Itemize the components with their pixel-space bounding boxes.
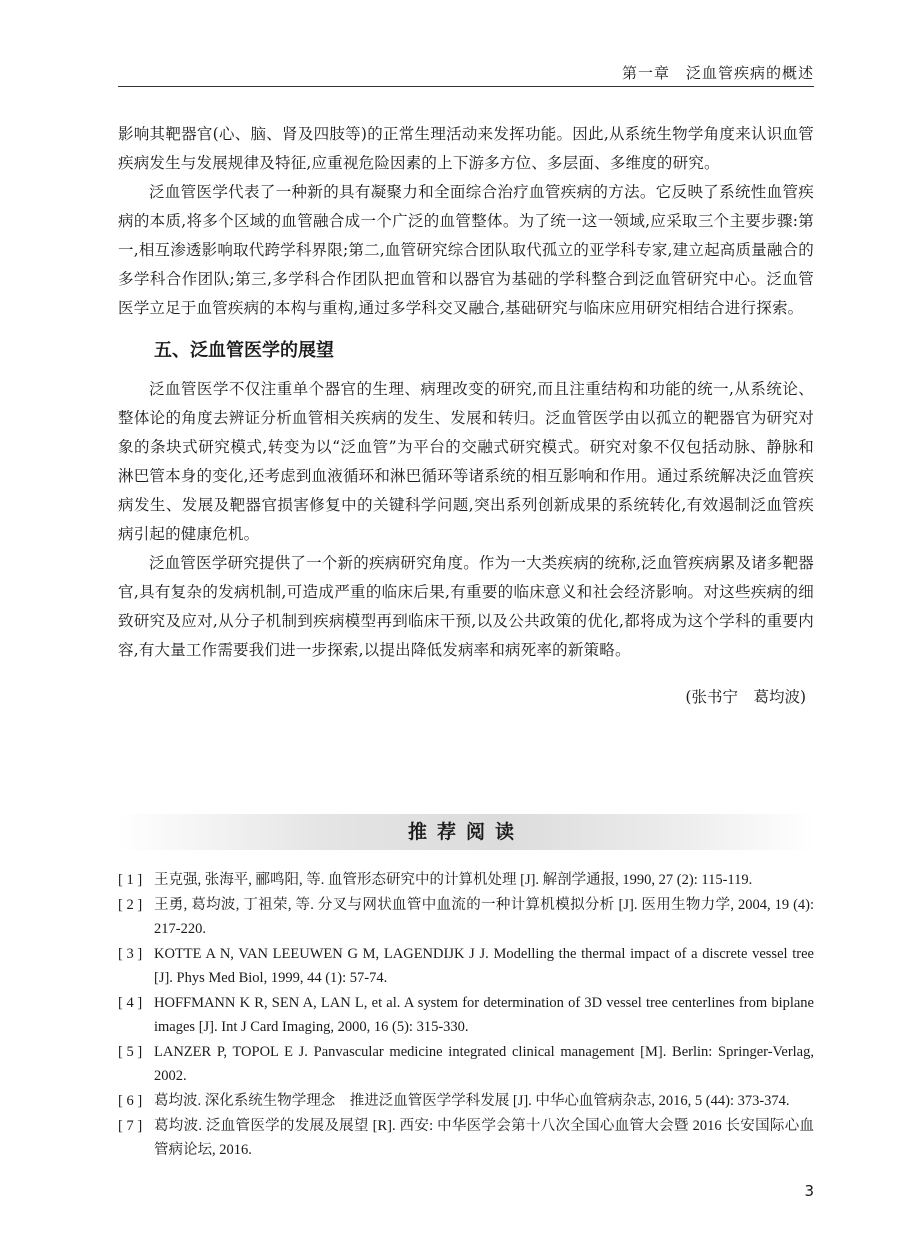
reference-item [118,868,814,892]
paragraph-continued: 影响其靶器官(心、脑、肾及四肢等)的正常生理活动来发挥功能。因此,从系统生物学角度来认识血管疾病发生与发展规律及特征,应重视危险因素的上下游多方位、多层面、多维度的研究。 [118,125,814,172]
body-text [118,120,814,712]
reference-number: [ 3 ] [118,946,143,962]
reference-text: HOFFMANN K R, SEN A, LAN L, et al. A system for determination of 3D vessel tree centerlines from biplane images [J]. Int J Card Imaging, 2000, 16 (5): 315-330. [154,995,814,1035]
paragraph: 泛血管医学研究提供了一个新的疾病研究角度。作为一大类疾病的统称,泛血管疾病累及诸多靶器官,具有复杂的发病机制,可造成严重的临床后果,有重要的临床意义和社会经济影响。对这些疾病的细致研究及应对,从分子机制到疾病模型再到临床干预,以及公共政策的优化,都将成为这个学科的重要内容,有大量工作需要我们进一步探索,以提出降低发病率和病死率的新策略。 [118,554,814,659]
reference-text: 王勇, 葛均波, 丁祖荣, 等. 分叉与网状血管中血流的一种计算机模拟分析 [J]. 医用生物力学, 2004, 19 (4): 217-220. [154,897,814,937]
reference-text: LANZER P, TOPOL E J. Panvascular medicine integrated clinical management [M]. Berlin: Springer-Verlag, 2002. [154,1044,814,1084]
author-credit: (张书宁 葛均波) [685,688,806,706]
chapter-title: 第一章 泛血管疾病的概述 [621,64,814,82]
reference-item [118,942,814,990]
paragraph: 泛血管医学代表了一种新的具有凝聚力和全面综合治疗血管疾病的方法。它反映了系统性血管疾病的本质,将多个区域的血管融合成一个广泛的血管整体。为了统一这一领域,应采取三个主要步骤:第一,相互渗透影响取代跨学科界限;第二,血管研究综合团队取代孤立的亚学科专家,建立起高质量融合的多学科合作团队;第三,多学科合作团队把血管和以器官为基础的学科整合到泛血管研究中心。泛血管医学立足于血管疾病的本构与重构,通过多学科交叉融合,基础研究与临床应用研究相结合进行探索。 [118,183,814,317]
reference-number: [ 1 ] [118,872,143,888]
reference-list [118,868,814,1163]
reference-item [118,1040,814,1088]
reference-number: [ 7 ] [118,1118,143,1134]
reference-item [118,991,814,1039]
recommended-reading-title: 推荐阅读 [407,821,524,843]
reference-item [118,893,814,941]
page-number: 3 [804,1182,814,1200]
reference-number: [ 5 ] [118,1044,143,1060]
reference-text: 葛均波. 泛血管医学的发展及展望 [R]. 西安: 中华医学会第十八次全国心血管大会暨 2016 长安国际心血管病论坛, 2016. [154,1118,814,1158]
reference-number: [ 6 ] [118,1093,143,1109]
reference-text: 王克强, 张海平, 郦鸣阳, 等. 血管形态研究中的计算机处理 [J]. 解剖学通报, 1990, 27 (2): 115-119. [154,872,753,888]
recommended-reading-banner [118,814,814,850]
reference-text: KOTTE A N, VAN LEEUWEN G M, LAGENDIJK J J. Modelling the thermal impact of a discrete vessel tree [J]. Phys Med Biol, 1999, 44 (1): 57-74. [154,946,814,986]
reference-number: [ 2 ] [118,897,143,913]
reference-text: 葛均波. 深化系统生物学理念 推进泛血管医学学科发展 [J]. 中华心血管病杂志, 2016, 5 (44): 373-374. [154,1093,790,1109]
reference-item [118,1114,814,1162]
reference-number: [ 4 ] [118,995,143,1011]
section-heading: 五、泛血管医学的展望 [154,340,334,361]
reference-item [118,1089,814,1113]
running-header [118,60,814,87]
paragraph: 泛血管医学不仅注重单个器官的生理、病理改变的研究,而且注重结构和功能的统一,从系统论、整体论的角度去辨证分析血管相关疾病的发生、发展和转归。泛血管医学由以孤立的靶器官为研究对象的条块式研究模式,转变为以“泛血管”为平台的交融式研究模式。研究对象不仅包括动脉、静脉和淋巴管本身的变化,还考虑到血液循环和淋巴循环等诸系统的相互影响和作用。通过系统解决泛血管疾病发生、发展及靶器官损害修复中的关键科学问题,突出系列创新成果的系统转化,有效遏制泛血管疾病引起的健康危机。 [118,380,814,543]
